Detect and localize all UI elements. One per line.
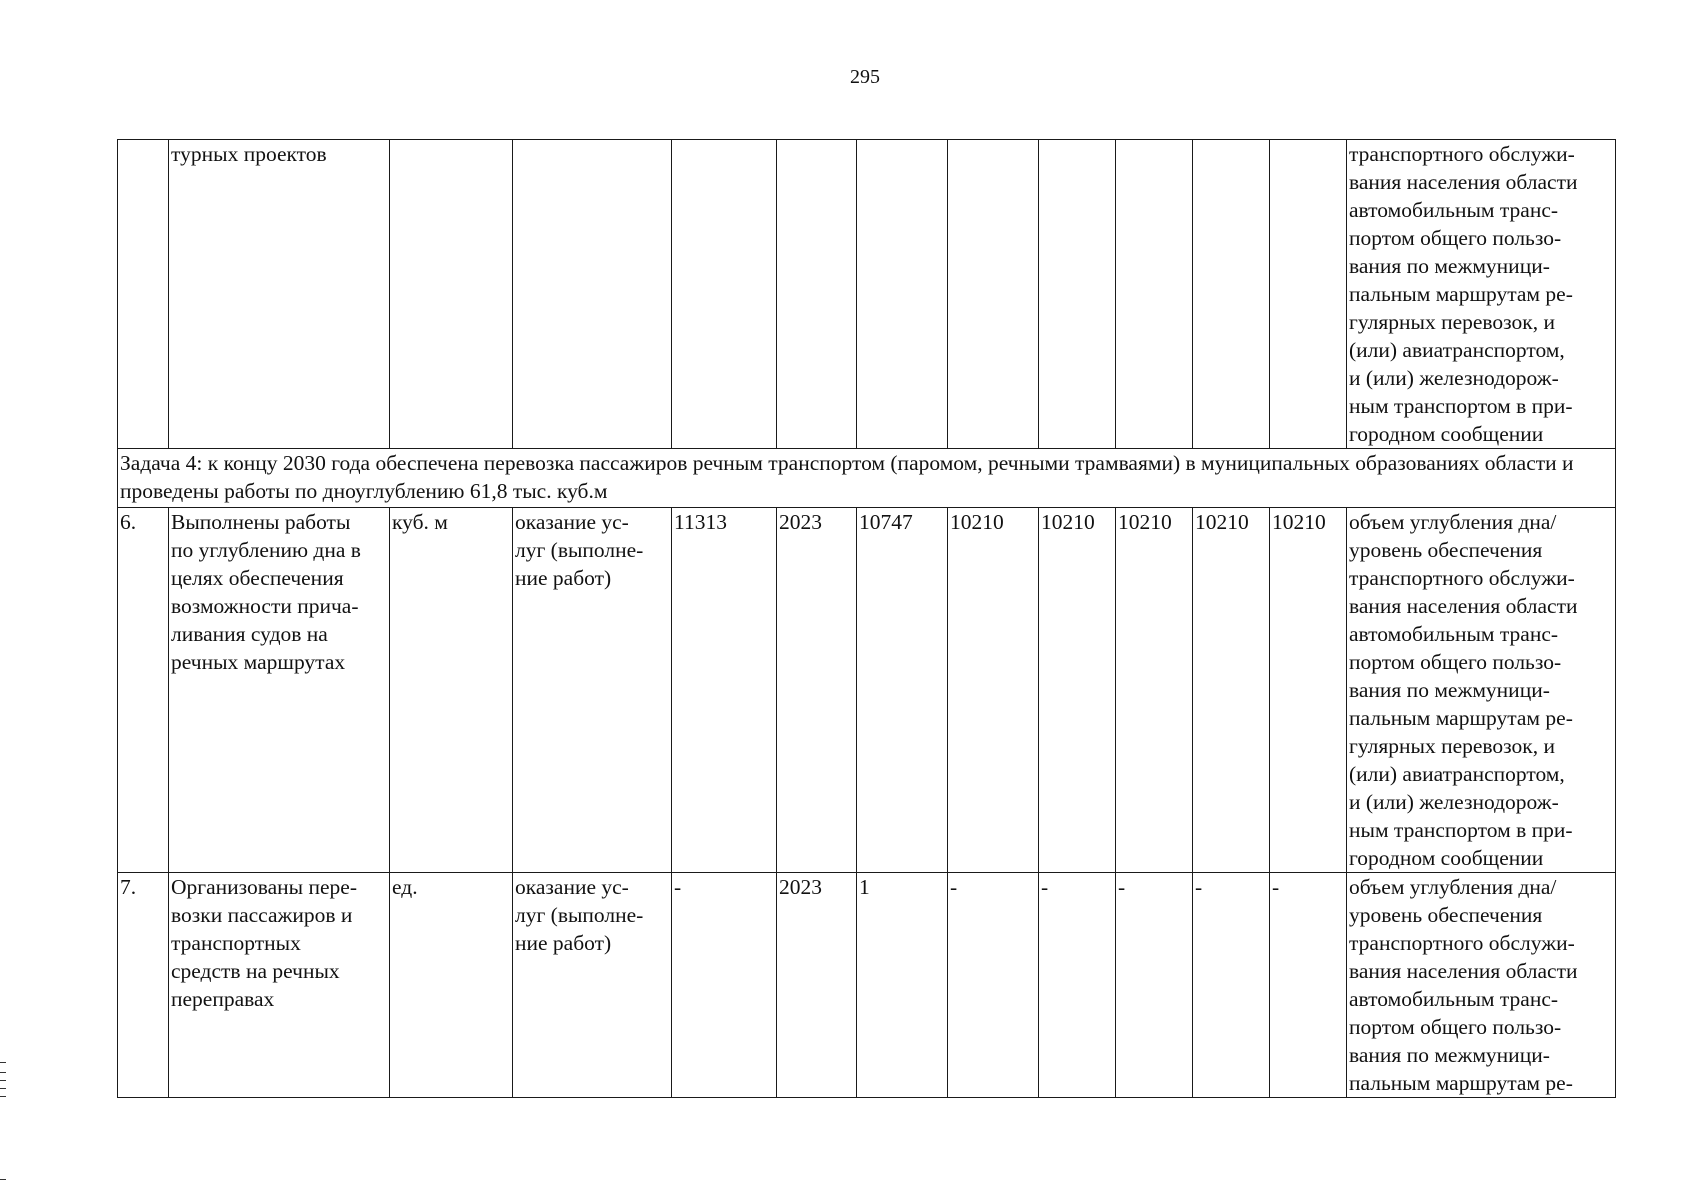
margin-tick bbox=[0, 1080, 6, 1081]
margin-tick bbox=[0, 1096, 6, 1097]
cell-base-value: - bbox=[672, 873, 777, 1098]
cell-base-year bbox=[777, 140, 857, 449]
cell-year-1 bbox=[857, 140, 948, 449]
cell-type: оказание ус- луг (выполне- ние работ) bbox=[513, 873, 672, 1098]
cell-num: 6. bbox=[118, 508, 169, 873]
cell-year-4: 10210 bbox=[1116, 508, 1193, 873]
cell-year-5: - bbox=[1193, 873, 1270, 1098]
margin-tick bbox=[0, 1062, 6, 1063]
task-heading: Задача 4: к концу 2030 года обеспечена перевозка пассажиров речным транспортом (паромом, речными трамваями) в муниципальных образованиях области и проведены работы по дноуглублению 61,8 тыс. куб.м bbox=[118, 449, 1616, 508]
cell-year-6 bbox=[1270, 140, 1347, 449]
table-row-continuation bbox=[118, 140, 1616, 449]
cell-year-2 bbox=[948, 140, 1039, 449]
cell-name: турных проектов bbox=[169, 140, 390, 449]
cell-link: транспортного обслужи- вания населения области автомобильным транс- портом общего пользо- вания по межмуници- пальным маршрутам ре- гулярных перевозок, и (или) авиатранспортом, и (или) железнодорож- ным транспортом в при- городном сообщении bbox=[1347, 140, 1616, 449]
margin-tick bbox=[0, 1179, 6, 1180]
cell-year-5: 10210 bbox=[1193, 508, 1270, 873]
cell-base-year: 2023 bbox=[777, 873, 857, 1098]
cell-type bbox=[513, 140, 672, 449]
page-number: 295 bbox=[850, 66, 880, 88]
cell-unit: куб. м bbox=[390, 508, 513, 873]
cell-name: Выполнены работы по углублению дна в целях обеспечения возможности прича- ливания судов на речных маршрутах bbox=[169, 508, 390, 873]
cell-year-5 bbox=[1193, 140, 1270, 449]
table-row-task bbox=[118, 449, 1616, 508]
margin-tick bbox=[0, 1072, 6, 1073]
cell-num: 7. bbox=[118, 873, 169, 1098]
cell-unit: ед. bbox=[390, 873, 513, 1098]
cell-year-6: - bbox=[1270, 873, 1347, 1098]
cell-year-4 bbox=[1116, 140, 1193, 449]
cell-year-1: 10747 bbox=[857, 508, 948, 873]
margin-tick bbox=[0, 1088, 6, 1089]
cell-type: оказание ус- луг (выполне- ние работ) bbox=[513, 508, 672, 873]
cell-year-2: 10210 bbox=[948, 508, 1039, 873]
table-row bbox=[118, 873, 1616, 1098]
cell-year-4: - bbox=[1116, 873, 1193, 1098]
cell-year-3 bbox=[1039, 140, 1116, 449]
cell-link: объем углубления дна/ уровень обеспечения транспортного обслужи- вания населения области автомобильным транс- портом общего пользо- вания по межмуници- пальным маршрутам ре- гулярных перевозок, и (или) авиатранспортом, и (или) железнодорож- ным транспортом в при- городном сообщении bbox=[1347, 508, 1616, 873]
cell-year-2: - bbox=[948, 873, 1039, 1098]
table-row bbox=[118, 508, 1616, 873]
indicators-table bbox=[117, 139, 1616, 1098]
cell-year-1: 1 bbox=[857, 873, 948, 1098]
cell-link: объем углубления дна/ уровень обеспечения транспортного обслужи- вания населения области автомобильным транс- портом общего пользо- вания по межмуници- пальным маршрутам ре- bbox=[1347, 873, 1616, 1098]
cell-year-6: 10210 bbox=[1270, 508, 1347, 873]
cell-year-3: 10210 bbox=[1039, 508, 1116, 873]
cell-unit bbox=[390, 140, 513, 449]
cell-name: Организованы пере- возки пассажиров и транспортных средств на речных переправах bbox=[169, 873, 390, 1098]
cell-base-year: 2023 bbox=[777, 508, 857, 873]
cell-base-value: 11313 bbox=[672, 508, 777, 873]
cell-num bbox=[118, 140, 169, 449]
cell-base-value bbox=[672, 140, 777, 449]
cell-year-3: - bbox=[1039, 873, 1116, 1098]
